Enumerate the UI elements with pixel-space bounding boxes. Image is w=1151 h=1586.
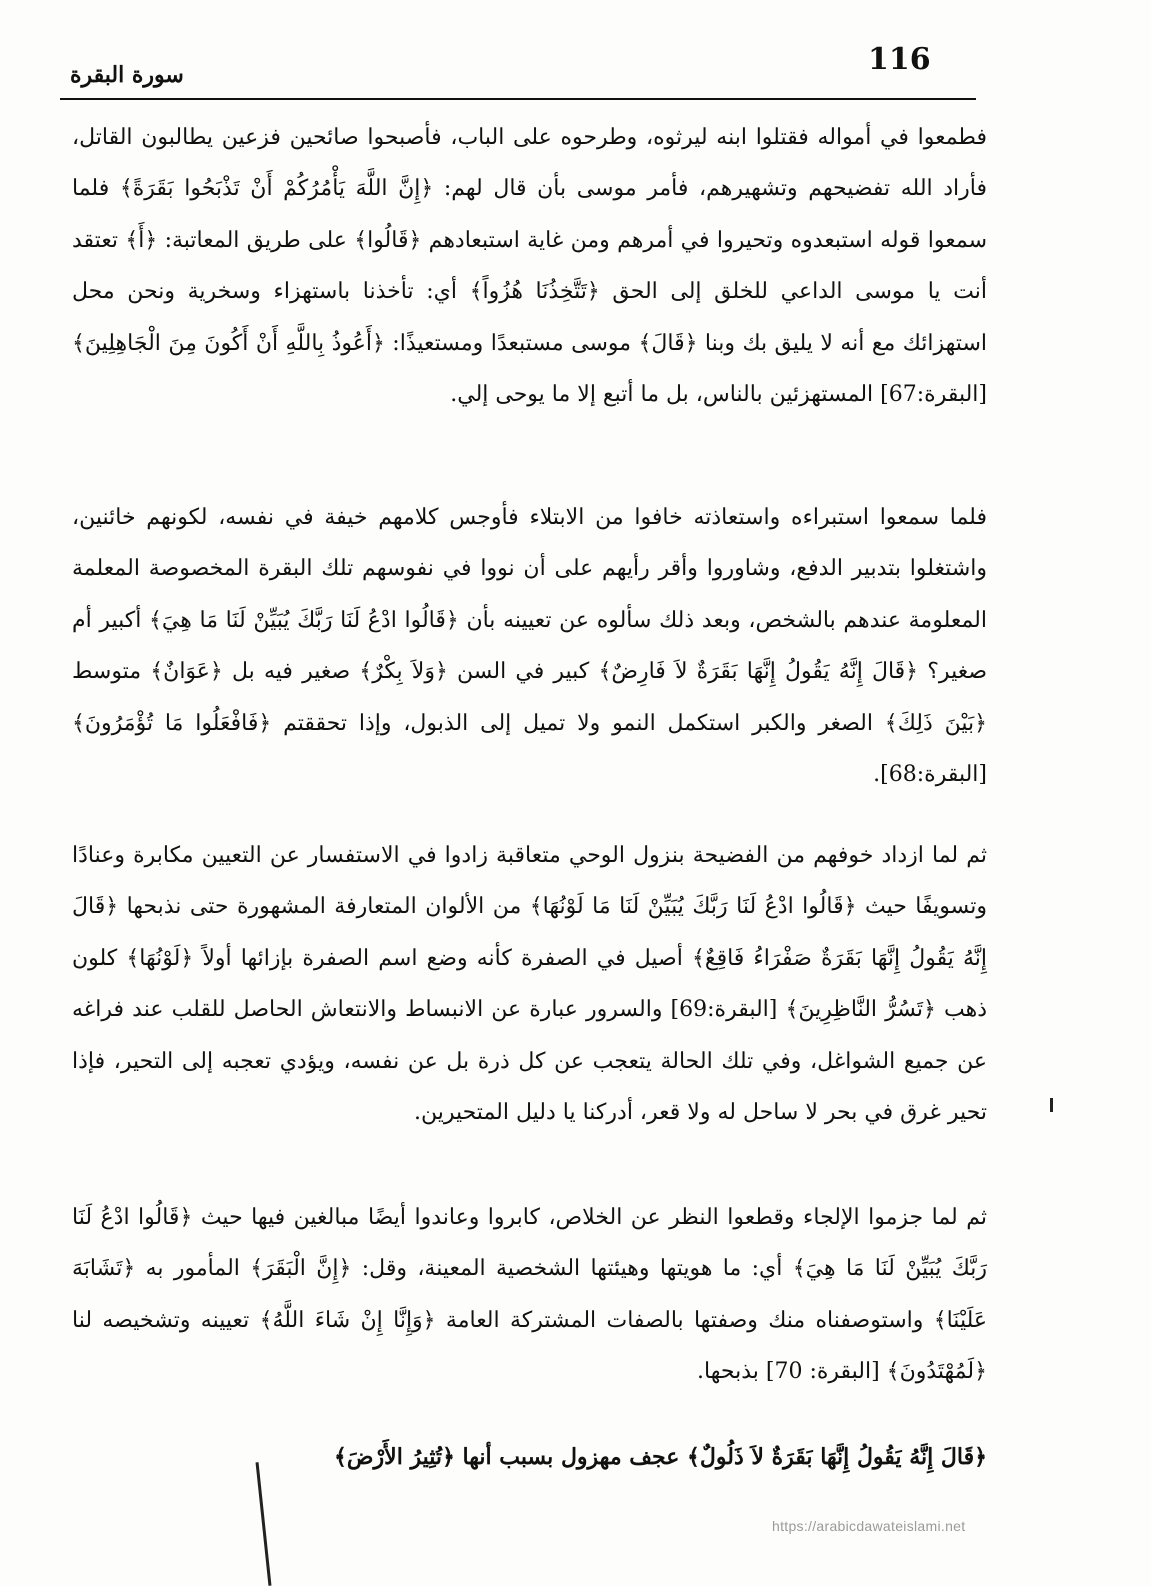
paragraph-2: [72, 492, 987, 800]
paragraph-text: فلما سمعوا استبراءه واستعاذته خافوا من الابتلاء فأوجس كلامهم خيفة في نفسه، لكونهم خائنين، واشتغلوا بتدبير الدفع، وشاوروا وأقر رأيهم على أن نووا في نفوسهم تلك البقرة المخصوصة المعلمة المعلومة عندهم بالشخص، وبعد ذلك سألوه عن تعيينه بأن ﴿قَالُوا ادْعُ لَنَا رَبَّكَ يُبَيِّنْ لَنَا مَا هِيَ﴾ أكبير أم صغير؟ ﴿قَالَ إِنَّهُ يَقُولُ إِنَّهَا بَقَرَةٌ لاَ فَارِضٌ﴾ كبير في السن ﴿وَلاَ بِكْرٌ﴾ صغير فيه بل ﴿عَوَانٌ﴾ متوسط ﴿بَيْنَ ذَلِكَ﴾ الصغر والكبر استكمل النمو ولا تميل إلى الذبول، وإذا تحققتم ﴿فَافْعَلُوا مَا تُؤْمَرُونَ﴾ [البقرة:68].: [72, 505, 987, 788]
page-header: [60, 40, 976, 100]
paragraph-text: ﴿قَالَ إِنَّهُ يَقُولُ إِنَّهَا بَقَرَةٌ لاَ ذَلُولٌ﴾ عجف مهزول بسبب أنها ﴿تُثِيرُ الأَرْضَ﴾: [334, 1444, 987, 1470]
page-number: 116: [868, 42, 931, 77]
paragraph-text: ثم لما ازداد خوفهم من الفضيحة بنزول الوحي متعاقبة زادوا في الاستفسار عن التعيين مكابرة وعنادًا وتسويفًا حيث ﴿قَالُوا ادْعُ لَنَا رَبَّكَ يُبَيِّنْ لَنَا مَا لَوْنُهَا﴾ من الألوان المتعارفة المشهورة حتى نذبحها ﴿قَالَ إِنَّهُ يَقُولُ إِنَّهَا بَقَرَةٌ صَفْرَاءُ فَاقِعٌ﴾ أصيل في الصفرة كأنه وضع اسم الصفرة بإزائها أولاً ﴿لَوْنُهَا﴾ كلون ذهب ﴿تَسُرُّ النَّاظِرِينَ﴾ [البقرة:69] والسرور عبارة عن الانبساط والانتعاش الحاصل للقلب عند فراغه عن جميع الشواغل، وفي تلك الحالة يتعجب عن كل ذرة بل عن نفسه، ويؤدي تعجبه إلى التحير، فإذا تحير غرق في بحر لا ساحل له ولا قعر، أدركنا يا دليل المتحيرين.: [72, 843, 987, 1126]
paragraph-4: [72, 1192, 987, 1398]
paragraph-3: [72, 830, 987, 1138]
paragraph-text: فطمعوا في أمواله فقتلوا ابنه ليرثوه، وطرحوه على الباب، فأصبحوا صائحين فزعين يطالبون القاتل، فأراد الله تفضيحهم وتشهيرهم، فأمر موسى بأن قال لهم: ﴿إِنَّ اللَّهَ يَأْمُرُكُمْ أَنْ تَذْبَحُوا بَقَرَةً﴾ فلما سمعوا قوله استبعدوه وتحيروا في أمرهم ومن غاية استبعادهم ﴿قَالُوا﴾ على طريق المعاتبة: ﴿أَ﴾ تعتقد أنت يا موسى الداعي للخلق إلى الحق ﴿تَتَّخِذُنَا هُزُواً﴾ أي: تأخذنا باستهزاء وسخرية ونحن محل استهزائك مع أنه لا يليق بك وبنا ﴿قَالَ﴾ موسى مستبعدًا ومستعيذًا: ﴿أَعُوذُ بِاللَّهِ أَنْ أَكُونَ مِنَ الْجَاهِلِينَ﴾ [البقرة:67] المستهزئين بالناس، بل ما أتبع إلا ما يوحى إلي.: [72, 125, 988, 408]
watermark-link[interactable]: https://arabicdawateislami.net: [772, 1518, 966, 1534]
paragraph-5: [72, 1432, 987, 1483]
paragraph-text: ثم لما جزموا الإلجاء وقطعوا النظر عن الخلاص، كابروا وعاندوا أيضًا مبالغين فيها حيث ﴿قَالُوا ادْعُ لَنَا رَبَّكَ يُبَيِّنْ لَنَا مَا هِيَ﴾ أي: ما هويتها وهيئتها الشخصية المعينة، وقل: ﴿إِنَّ الْبَقَرَ﴾ المأمور به ﴿تَشَابَهَ عَلَيْنَا﴾ واستوصفناه منك وصفتها بالصفات المشتركة العامة ﴿وَإِنَّا إِنْ شَاءَ اللَّهُ﴾ تعيينه وتشخيصه لنا ﴿لَمُهْتَدُونَ﴾ [البقرة: 70] بذبحها.: [72, 1205, 987, 1385]
surah-title: سورة البقرة: [70, 62, 184, 88]
paragraph-1: [72, 112, 987, 420]
scan-artifact: [1050, 1098, 1053, 1112]
